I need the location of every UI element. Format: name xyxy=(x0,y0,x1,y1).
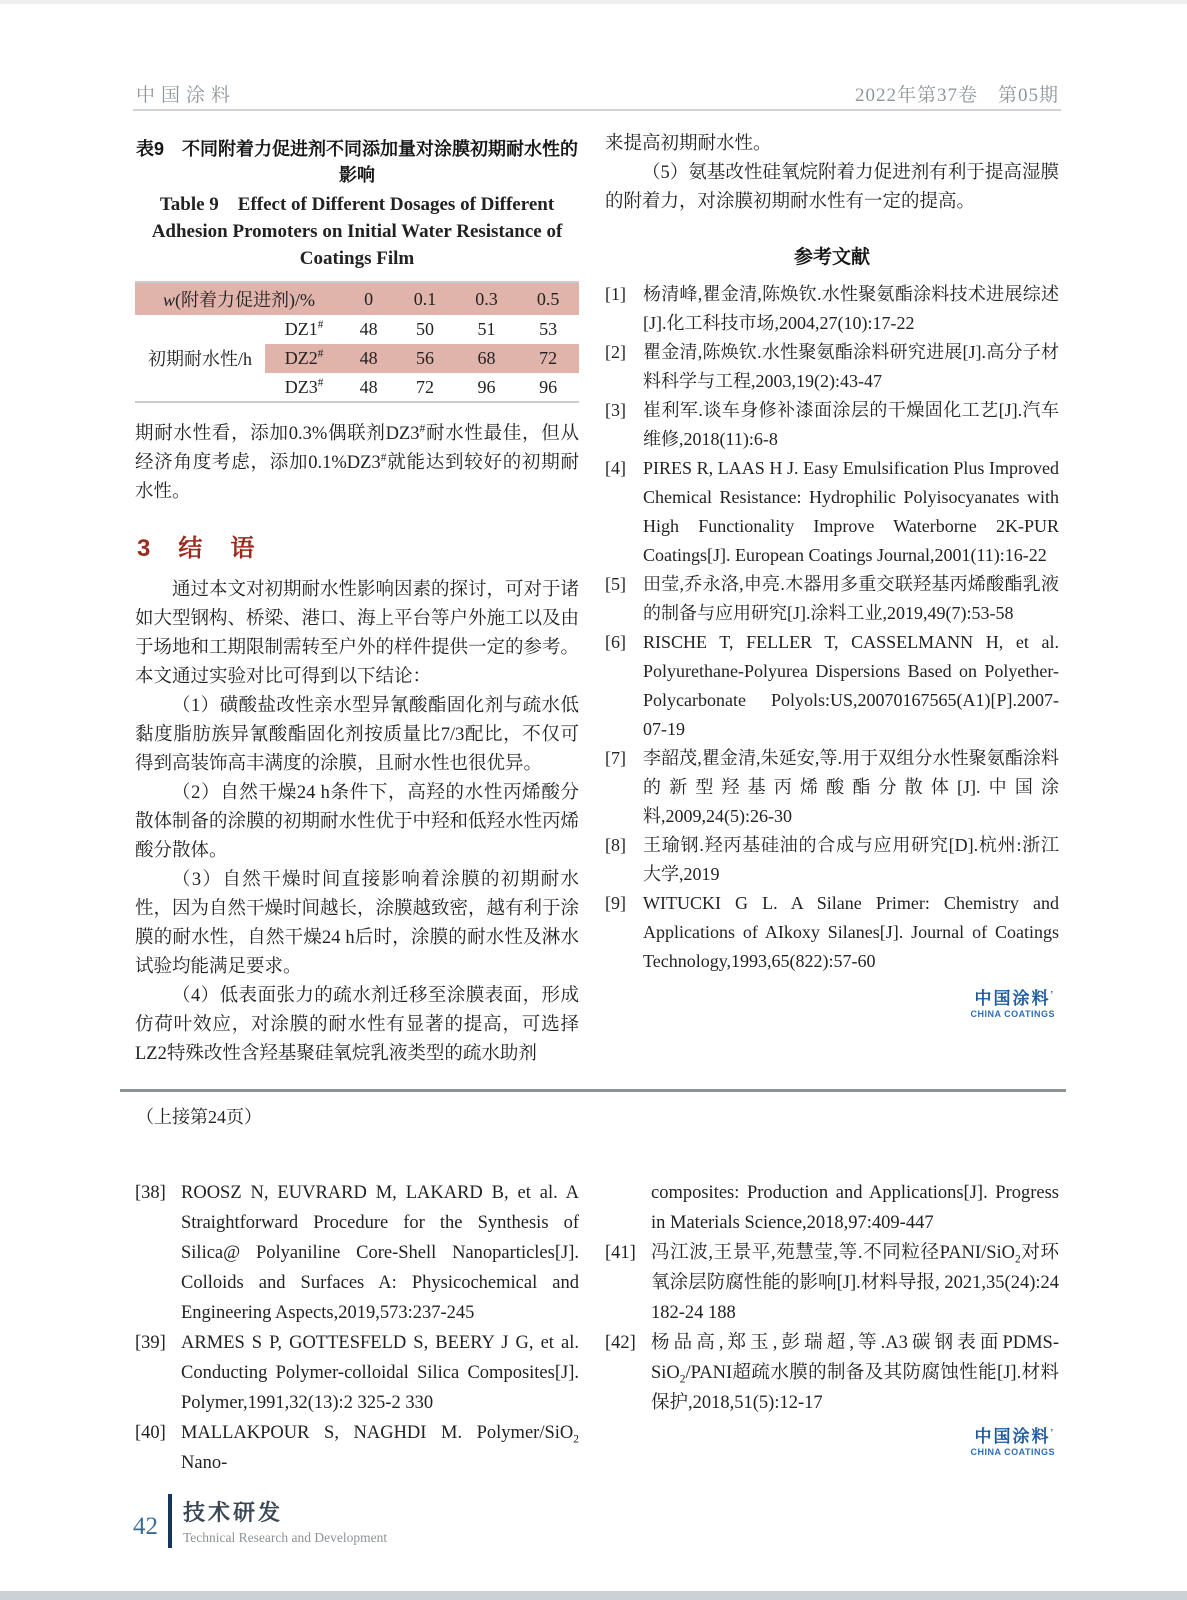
body-paragraph: （5）氨基改性硅氧烷附着力促进剂有利于提高湿膜的附着力，对涂膜初期耐水性有一定的提高。 xyxy=(605,163,1059,212)
table9-caption-en: Table 9 Effect of Different Dosages of Different Adhesion Promoters on Initial Water Resistance of Coatings Film xyxy=(151,194,563,269)
continued-right-column xyxy=(605,1178,1059,1478)
reference-number: [5] xyxy=(605,574,626,594)
reference-item xyxy=(605,396,1059,454)
reference-number: [40] xyxy=(135,1423,166,1443)
reference-item xyxy=(605,889,1059,976)
table-cell: 56 xyxy=(394,344,456,373)
footer-bar xyxy=(168,1494,172,1548)
table-cell: 48 xyxy=(359,319,378,339)
header-rule xyxy=(133,109,1061,111)
table-cell: 53 xyxy=(539,319,558,339)
page-header xyxy=(136,80,1059,107)
reference-number: [39] xyxy=(135,1333,166,1353)
table-cell: 0.1 xyxy=(394,282,456,315)
section-heading-conclusion: 3 结 语 xyxy=(137,535,257,562)
reference-item xyxy=(135,1328,579,1418)
table-cell: 51 xyxy=(477,319,496,339)
table-cell: 50 xyxy=(415,319,434,339)
china-coatings-logo xyxy=(605,990,1059,1019)
reference-text: composites: Production and Applications[J]. Progress in Materials Science,2018,97:409-447 xyxy=(651,1183,1059,1233)
reference-item xyxy=(605,338,1059,396)
reference-item xyxy=(135,1418,579,1478)
logo-trademark: ’ xyxy=(1050,1427,1055,1438)
issue-info: 2022年第37卷 第05期 xyxy=(854,85,1059,106)
reference-text: 崔利军.谈车身修补漆面涂层的干燥固化工艺[J].汽车维修,2018(11):6-8 xyxy=(643,400,1059,449)
logo-en-text: CHINA COATINGS xyxy=(970,1447,1055,1457)
reference-number: [41] xyxy=(605,1243,636,1263)
table-cell: 48 xyxy=(359,376,378,397)
table-cell: 96 xyxy=(477,376,496,397)
china-coatings-logo xyxy=(605,1428,1059,1457)
reference-item xyxy=(605,454,1059,570)
reference-item xyxy=(605,831,1059,889)
reference-text: 杨清峰,瞿金清,陈焕钦.水性聚氨酯涂料技术进展综述[J].化工科技市场,2004,27(10):17-22 xyxy=(643,284,1059,333)
table-cell: 0 xyxy=(343,282,394,315)
page-number: 42 xyxy=(133,1513,158,1540)
page-footer xyxy=(133,1494,387,1548)
table-header-row xyxy=(135,282,579,315)
reference-number: [3] xyxy=(605,400,626,420)
table-row-name: DZ2# xyxy=(265,344,343,373)
reference-number: [7] xyxy=(605,748,626,768)
reference-text: ARMES S P, GOTTESFELD S, BEERY J G, et al. Conducting Polymer-colloidal Silica Composites[J]. Polymer,1991,32(13):2 325-2 330 xyxy=(181,1333,579,1413)
table-cell: 68 xyxy=(456,344,518,373)
reference-item xyxy=(135,1178,579,1328)
footer-labels xyxy=(183,1494,387,1548)
left-column xyxy=(135,130,579,1069)
table-cell: 72 xyxy=(415,376,434,397)
reference-item xyxy=(605,1238,1059,1328)
body-paragraph: 来提高初期耐水性。 xyxy=(605,134,772,154)
table-row-name: DZ1# xyxy=(284,319,324,339)
body-paragraph: （4）低表面张力的疏水剂迁移至涂膜表面，形成仿荷叶效应，对涂膜的耐水性有显著的提高，可选择LZ2特殊改性含羟基聚硅氧烷乳液类型的疏水助剂 xyxy=(135,986,579,1064)
page-edge-top xyxy=(0,0,1187,4)
table-group-label: 初期耐水性/h xyxy=(135,315,265,402)
reference-number: [2] xyxy=(605,342,626,362)
section-divider xyxy=(120,1089,1066,1092)
reference-text: MALLAKPOUR S, NAGHDI M. Polymer/SiO$_2$ Nano- xyxy=(181,1423,579,1473)
reference-number: [42] xyxy=(605,1333,636,1353)
table-cell: 0.3 xyxy=(456,282,518,315)
reference-text: 李韶茂,瞿金清,朱延安,等.用于双组分水性聚氨酯涂料的新型羟基丙烯酸酯分散体[J].中国涂料,2009,24(5):26-30 xyxy=(643,748,1059,826)
footer-section-en: Technical Research and Development xyxy=(183,1530,388,1545)
reference-number: [1] xyxy=(605,284,626,304)
reference-text: 杨品高,郑玉,彭瑞超,等.A3碳钢表面PDMS-SiO$_2$/PANI超疏水膜的制备及其防腐蚀性能[J].材料保护,2018,51(5):12-17 xyxy=(651,1333,1059,1413)
logo-zh-text: 中国涂料’ xyxy=(974,989,1055,1008)
reference-number: [8] xyxy=(605,835,626,855)
reference-item xyxy=(605,628,1059,744)
table-cell: 96 xyxy=(539,376,558,397)
table-row-name: DZ3# xyxy=(284,376,324,397)
reference-item xyxy=(605,570,1059,628)
continued-references xyxy=(135,1178,1059,1478)
table-header-label: w(附着力促进剂)/% xyxy=(135,282,343,315)
table9 xyxy=(135,281,579,403)
table-cell: 0.5 xyxy=(517,282,579,315)
body-paragraph: （2）自然干燥24 h条件下，高羟的水性丙烯酸分散体制备的涂膜的初期耐水性优于中羟和低羟水性丙烯酸分散体。 xyxy=(135,783,580,861)
reference-item xyxy=(605,1328,1059,1418)
reference-item xyxy=(605,744,1059,831)
body-paragraph: （1）磺酸盐改性亲水型异氰酸酯固化剂与疏水低黏度脂肪族异氰酸酯固化剂按质量比7/3配比，不仅可得到高装饰高丰满度的涂膜，且耐水性也很优异。 xyxy=(135,696,579,774)
page-edge-bottom xyxy=(0,1591,1187,1600)
logo-trademark: ’ xyxy=(1050,989,1055,1000)
body-paragraph: 期耐水性看，添加0.3%偶联剂DZ3#耐水性最佳，但从经济角度考虑，添加0.1%DZ3#就能达到较好的初期耐水性。 xyxy=(135,422,579,502)
reference-text: RISCHE T, FELLER T, CASSELMANN H, et al. Polyurethane-Polyurea Dispersions Based on Polyether-Polycarbonate Polyols:US,20070167565(A1)[P].2007-07-19 xyxy=(643,632,1059,739)
references-title: 参考文献 xyxy=(793,247,870,268)
body-paragraph: （3）自然干燥时间直接影响着涂膜的初期耐水性，因为自然干燥时间越长，涂膜越致密，越有利于涂膜的耐水性，自然干燥24 h后时，涂膜的耐水性及淋水试验均能满足要求。 xyxy=(135,870,580,977)
continued-left-column xyxy=(135,1178,579,1478)
right-column xyxy=(605,130,1059,1069)
reference-text: 田莹,乔永洛,申亮.木器用多重交联羟基丙烯酸酯乳液的制备与应用研究[J].涂料工业,2019,49(7):53-58 xyxy=(643,574,1059,623)
reference-number xyxy=(605,1178,651,1238)
journal-name: 中国涂料 xyxy=(136,85,237,106)
logo-zh-text: 中国涂料’ xyxy=(974,1427,1055,1446)
reference-text: WITUCKI G L. A Silane Primer: Chemistry and Applications of AIkoxy Silanes[J]. Journal of Coatings Technology,1993,65(822):57-60 xyxy=(643,893,1059,971)
body-paragraph: 通过本文对初期耐水性影响因素的探讨，可对于诸如大型钢构、桥梁、港口、海上平台等户外施工以及由于场地和工期限制需转至户外的样件提供一定的参考。本文通过实验对比可得到以下结论： xyxy=(135,580,580,687)
reference-number: [6] xyxy=(605,632,626,652)
footer-section-zh: 技术研发 xyxy=(183,1500,284,1525)
reference-number: [38] xyxy=(135,1183,166,1203)
reference-item xyxy=(605,1178,1059,1238)
continued-from-note: （上接第24页） xyxy=(136,1107,262,1127)
reference-text: 王瑜钢.羟丙基硅油的合成与应用研究[D].杭州:浙江大学,2019 xyxy=(643,835,1059,884)
two-column-body xyxy=(135,130,1059,1069)
table-cell: 72 xyxy=(517,344,579,373)
reference-number: [4] xyxy=(605,458,626,478)
reference-text: 冯江波,王景平,苑慧莹,等.不同粒径PANI/SiO$_2$对环氧涂层防腐性能的影响[J].材料导报, 2021,35(24):24 182-24 188 xyxy=(651,1243,1059,1323)
reference-text: 瞿金清,陈焕钦.水性聚氨酯涂料研究进展[J].高分子材料科学与工程,2003,19(2):43-47 xyxy=(643,342,1059,391)
reference-number: [9] xyxy=(605,893,626,913)
table9-caption-zh: 表9 不同附着力促进剂不同添加量对涂膜初期耐水性的影响 xyxy=(135,139,578,185)
table-row xyxy=(135,315,579,344)
reference-text: PIRES R, LAAS H J. Easy Emulsification Plus Improved Chemical Resistance: Hydrophilic Polyisocyanates with High Functionality Improve Waterborne 2K-PUR Coatings[J]. European Coatings Journal,2001(11):16-22 xyxy=(643,458,1059,565)
reference-item xyxy=(605,280,1059,338)
logo-en-text: CHINA COATINGS xyxy=(970,1009,1055,1019)
reference-text: ROOSZ N, EUVRARD M, LAKARD B, et al. A Straightforward Procedure for the Synthesis of Silica@ Polyaniline Core-Shell Nanoparticles[J]. Colloids and Surfaces A: Physicochemical and Engineering Aspects,2019,573:237-245 xyxy=(181,1183,579,1323)
table-cell: 48 xyxy=(343,344,394,373)
